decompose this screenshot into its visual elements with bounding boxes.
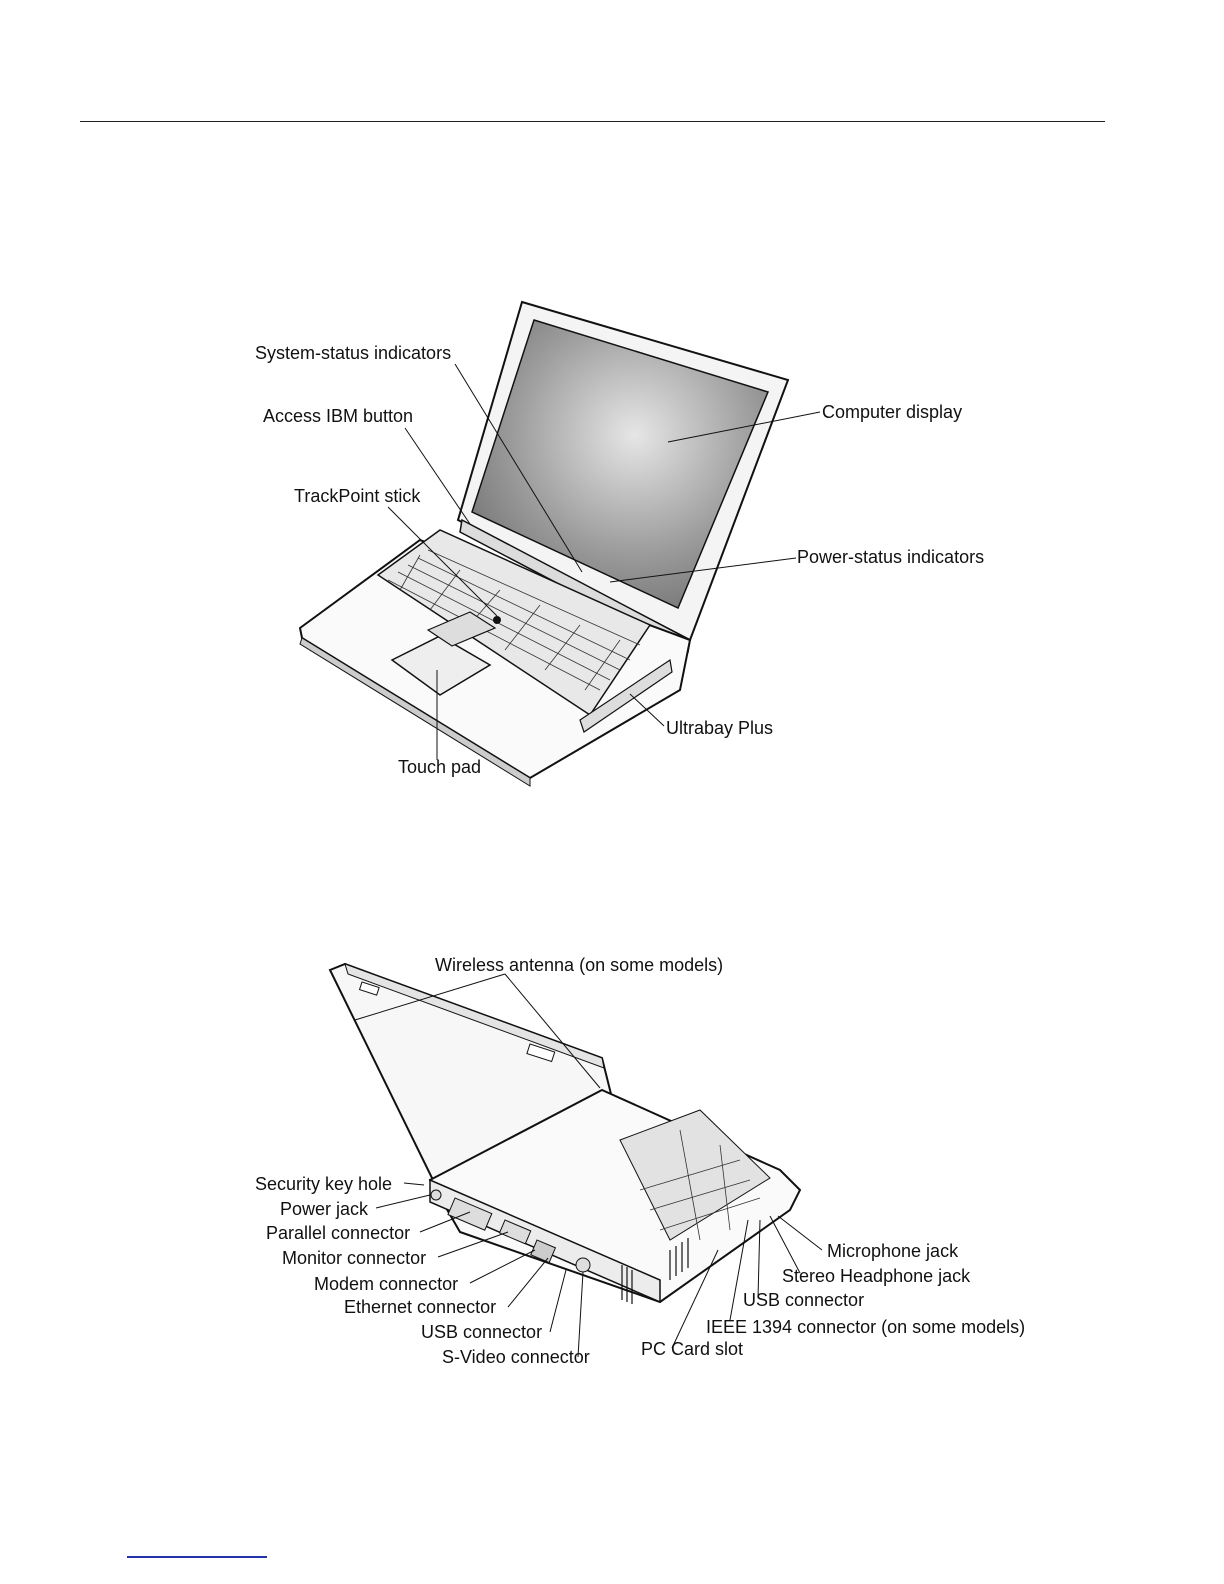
label-stereo-headphone-jack: Stereo Headphone jack <box>782 1266 971 1286</box>
label-usb-connector-left: USB connector <box>421 1322 543 1342</box>
label-power-jack: Power jack <box>280 1199 369 1219</box>
label-system-status-indicators: System-status indicators <box>255 343 452 363</box>
label-power-status-indicators: Power-status indicators <box>797 547 985 567</box>
footer-link-rule <box>127 1556 267 1558</box>
label-trackpoint-stick: TrackPoint stick <box>294 486 421 506</box>
label-computer-display: Computer display <box>822 402 963 422</box>
label-ethernet-connector: Ethernet connector <box>344 1297 497 1317</box>
label-microphone-jack: Microphone jack <box>827 1241 959 1261</box>
label-access-ibm-button: Access IBM button <box>263 406 414 426</box>
label-ieee-1394-connector: IEEE 1394 connector (on some models) <box>706 1317 1026 1337</box>
label-modem-connector: Modem connector <box>314 1274 459 1294</box>
label-monitor-connector: Monitor connector <box>282 1248 427 1268</box>
label-ultrabay-plus: Ultrabay Plus <box>666 718 774 738</box>
label-wireless-antenna: Wireless antenna (on some models) <box>435 955 724 975</box>
label-s-video-connector: S-Video connector <box>442 1347 590 1367</box>
rear-laptop-illustration <box>0 940 1224 1380</box>
label-parallel-connector: Parallel connector <box>266 1223 411 1243</box>
trackpoint-stick-mark <box>493 616 501 624</box>
label-usb-connector-right: USB connector <box>743 1290 865 1310</box>
label-pc-card-slot: PC Card slot <box>641 1339 744 1359</box>
rear-view-figure <box>0 940 1224 1380</box>
label-security-key-hole: Security key hole <box>255 1174 393 1194</box>
label-touch-pad: Touch pad <box>398 757 482 777</box>
